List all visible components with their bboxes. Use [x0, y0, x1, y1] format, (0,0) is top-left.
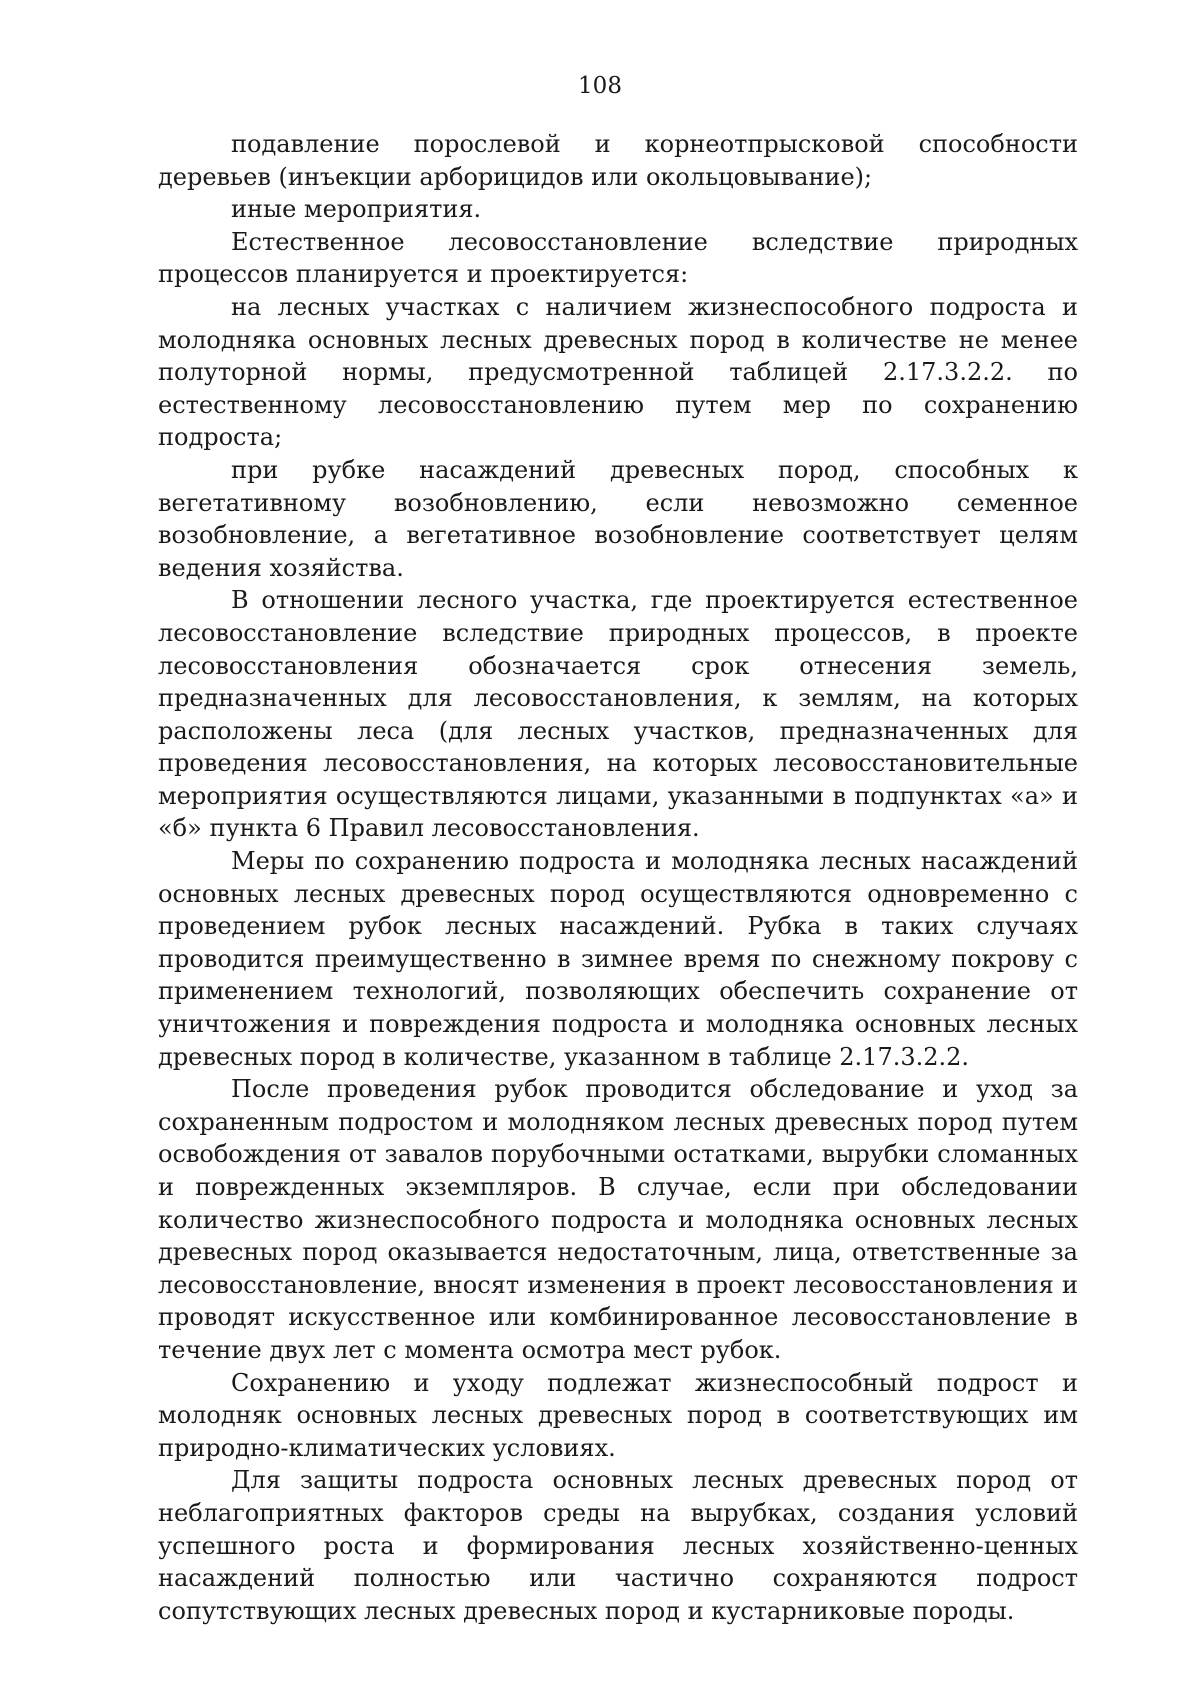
paragraph-9: Сохранению и уходу подлежат жизнеспособный подрост и молодняк основных лесных древесных пород в соответствующих им природно-климатических условиях.	[158, 1368, 1078, 1462]
page-number: 108	[578, 73, 622, 99]
paragraph-7: Меры по сохранению подроста и молодняка лесных насаждений основных лесных древесных пород осуществляются одновременно с проведением рубок лесных насаждений. Рубка в таких случаях проводится преимущественно в зимнее время по снежному покрову с применением технологий, позволяющих обеспечить сохранение от уничтожения и повреждения подроста и молодняка основных лесных древесных пород в количестве, указанном в таблице 2.17.3.2.2.	[158, 847, 1078, 1071]
document-body	[158, 128, 1078, 1627]
paragraph-8: После проведения рубок проводится обследование и уход за сохраненным подростом и молодняком лесных древесных пород путем освобождения от завалов порубочными остатками, вырубки сломанных и поврежденных экземпляров. В случае, если при обследовании количество жизнеспособного подроста и молодняка основных лесных древесных пород оказывается недостаточным, лица, ответственные за лесовосстановление, вносят изменения в проект лесовосстановления и проводят искусственное или комбинированное лесовосстановление в течение двух лет с момента осмотра мест рубок.	[158, 1075, 1078, 1364]
paragraph-4: на лесных участках с наличием жизнеспособного подроста и молодняка основных лесных древесных пород в количестве не менее полуторной нормы, предусмотренной таблицей 2.17.3.2.2. по естественному лесовосстановлению путем мер по сохранению подроста;	[158, 292, 1078, 452]
paragraph-3: Естественное лесовосстановление вследствие природных процессов планируется и проектируется:	[158, 227, 1078, 289]
paragraph-6: В отношении лесного участка, где проектируется естественное лесовосстановление вследствие природных процессов, в проекте лесовосстановления обозначается срок отнесения земель, предназначенных для лесовосстановления, к землям, на которых расположены леса (для лесных участков, предназначенных для проведения лесовосстановления, на которых лесовосстановительные мероприятия осуществляются лицами, указанными в подпунктах «а» и «б» пункта 6 Правил лесовосстановления.	[158, 586, 1078, 843]
paragraph-10: Для защиты подроста основных лесных древесных пород от неблагоприятных факторов среды на вырубках, создания условий успешного роста и формирования лесных хозяйственно-ценных насаждений полностью или частично сохраняются подрост сопутствующих лесных древесных пород и кустарниковые породы.	[158, 1466, 1078, 1625]
paragraph-2: иные мероприятия.	[231, 195, 482, 224]
paragraph-1: подавление порослевой и корнеотпрысковой способности деревьев (инъекции арборицидов или окольцовывание);	[158, 130, 1078, 191]
paragraph-5: при рубке насаждений древесных пород, способных к вегетативному возобновлению, если невозможно семенное возобновление, а вегетативное возобновление соответствует целям ведения хозяйства.	[158, 455, 1078, 582]
